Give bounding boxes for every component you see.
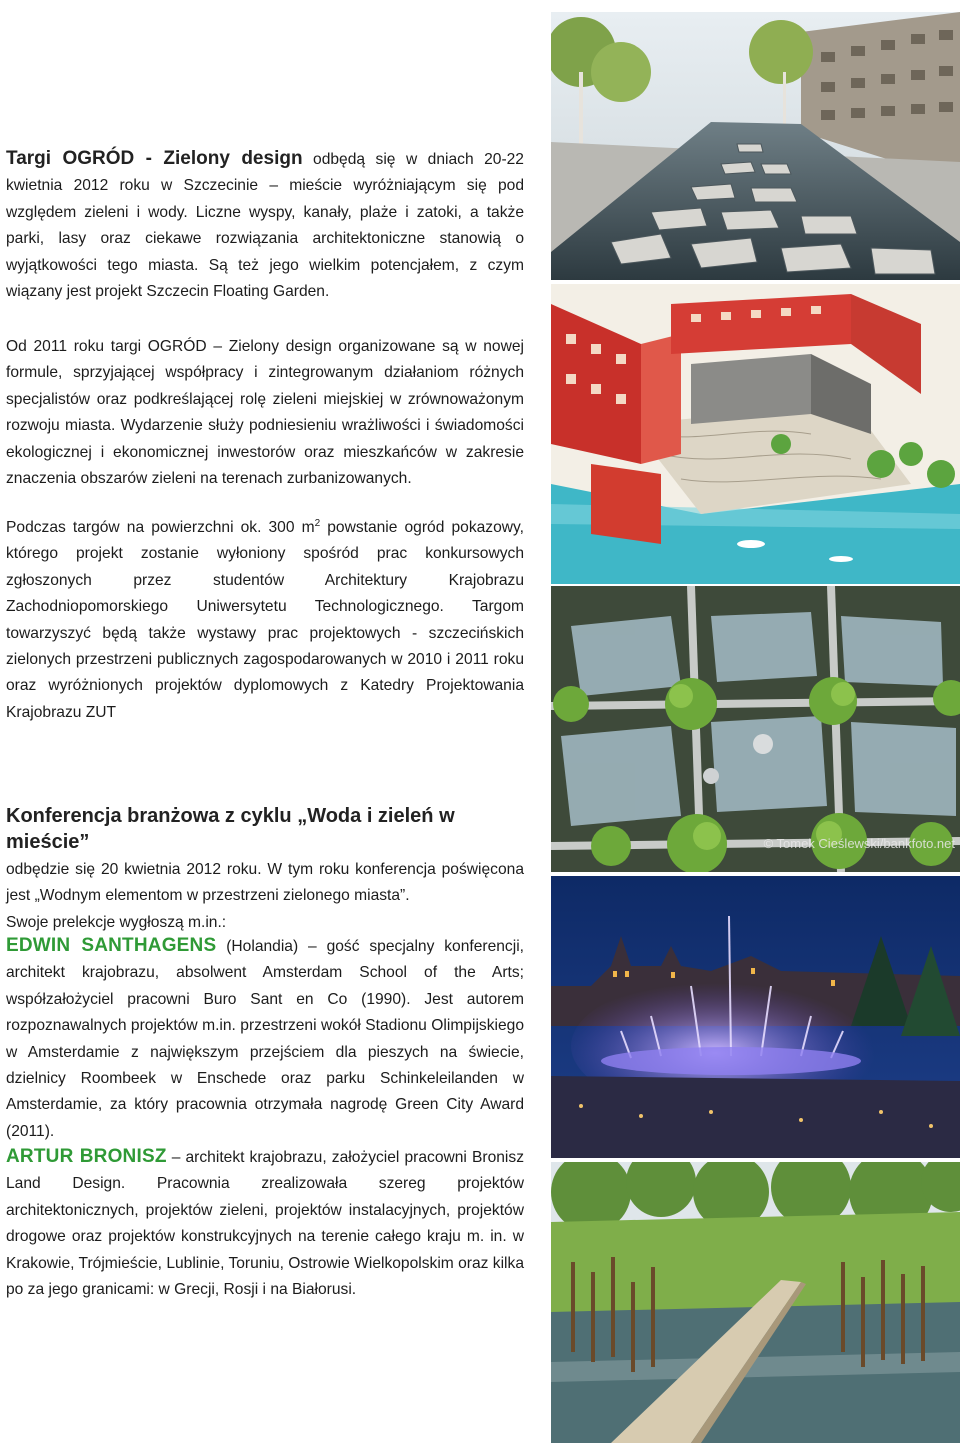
photo-watermark: © Tomek Cieślewski/bankfoto.net — [763, 836, 955, 851]
speaker-name: EDWIN SANTHAGENS — [6, 935, 217, 956]
photo-park-boardwalk — [551, 1162, 960, 1443]
speaker-bronisz-paragraph — [6, 1144, 524, 1303]
conference-heading: Konferencja branżowa z cyklu „Woda i zieleń w mieście” — [6, 805, 455, 853]
intro-paragraph — [6, 146, 524, 305]
architectural-sketch-image — [551, 284, 960, 584]
conference-info: odbędzie się 20 kwietnia 2012 roku. W tym roku konferencja poświęcona jest „Wodnym elementom w przestrzeni zielonego miasta”. — [6, 861, 524, 905]
speaker-bio: (Holandia) – gość specjalny konferencji, architekt krajobrazu, absolwent Amsterdam School of the Arts; współzałożyciel pracowni Buro Sant en Co (1990). Jest autorem rozpoznawalnych projektów m.in. przestrzeni wokół Stadionu Olimpijskiego w Amsterdamie z największym przejściem dla pieszych na świecie, dzielnicy Roombeek w Enschede oraz parku Schinkeleilanden w Amsterdamie, za który pracownia otrzymała nagrodę Green City Award (2011). — [6, 938, 524, 1140]
show-garden-section — [6, 515, 524, 726]
format-section — [6, 334, 524, 492]
speaker-bio: – architekt krajobrazu, założyciel pracowni Bronisz Land Design. Pracownia zrealizowała szereg projektów architektonicznych, projektów zieleni, projektów instalacyjnych, projektów drogowe oraz projektów konstrukcyjnych na terenie całego kraju m. in. w Krakowie, Trójmieście, Lublinie, Toruniu, Ostrowie Wielkopolskim oraz kilka po za jego granicami: w Grecji, Rosji i na Białorusi. — [6, 1149, 524, 1299]
show-garden-text-a: Podczas targów na powierzchni ok. 300 m — [6, 519, 315, 536]
speaker-bronisz — [6, 1144, 524, 1303]
fair-title: Targi OGRÓD - Zielony design — [6, 148, 303, 169]
night-fountain-image — [551, 876, 960, 1158]
show-garden-text-b: powstanie ogród pokazowy, którego projekt zostanie wyłoniony spośród prac konkursowych zgłoszonych przez studentów Architektury Krajobrazu Zachodniopomorskiego Uniwersytetu Technologicznego. Targom towarzyszyć będą także wystawy prac projektowych - szczecińskich zielonych przestrzeni publicznych zagospodarowanych w 2010 i 2011 roku oraz wyróżnionych projektów dyplomowych z Katedry Projektowania Krajobrazu ZUT — [6, 519, 524, 721]
speaker-name: ARTUR BRONISZ — [6, 1146, 167, 1167]
conference-section — [6, 803, 524, 936]
canal-stones-image — [551, 12, 960, 280]
intro-section — [6, 146, 524, 305]
photo-night-fountain — [551, 876, 960, 1158]
green-roof-image — [551, 586, 960, 872]
speaker-santhagens — [6, 933, 524, 1145]
photo-green-roof — [551, 586, 960, 872]
photo-canal-stones — [551, 12, 960, 280]
speaker-santhagens-paragraph — [6, 933, 524, 1145]
speakers-intro: Swoje prelekcje wygłoszą m.in.: — [6, 913, 227, 931]
park-boardwalk-image — [551, 1162, 960, 1443]
show-garden-paragraph — [6, 515, 524, 726]
photo-architectural-sketch — [551, 284, 960, 584]
format-paragraph: Od 2011 roku targi OGRÓD – Zielony design organizowane są w nowej formule, sprzyjającej współpracy i zintegrowanym działaniom różnych specjalistów oraz podkreślającej rolę zieleni miejskiej w zrównoważonym rozwoju miasta. Wydarzenie służy podniesieniu wrażliwości i świadomości ekologicznej i ekonomicznej inwestorów oraz mieszkańców w zakresie znaczenia obszarów zieleni na terenach zurbanizowanych. — [6, 338, 524, 488]
superscript: 2 — [314, 518, 321, 529]
intro-text: odbędą się w dniach 20-22 kwietnia 2012 roku w Szczecinie – mieście wyróżniającym się pod względem zieleni i wody. Liczne wyspy, kanały, plaże i zatoki, a także parki, lasy oraz ciekawe rozwiązania architektoniczne stanowią o wyjątkowości tego miasta. Są też jego wielkim potencjałem, z czym wiązany jest projekt Szczecin Floating Garden. — [6, 151, 524, 301]
